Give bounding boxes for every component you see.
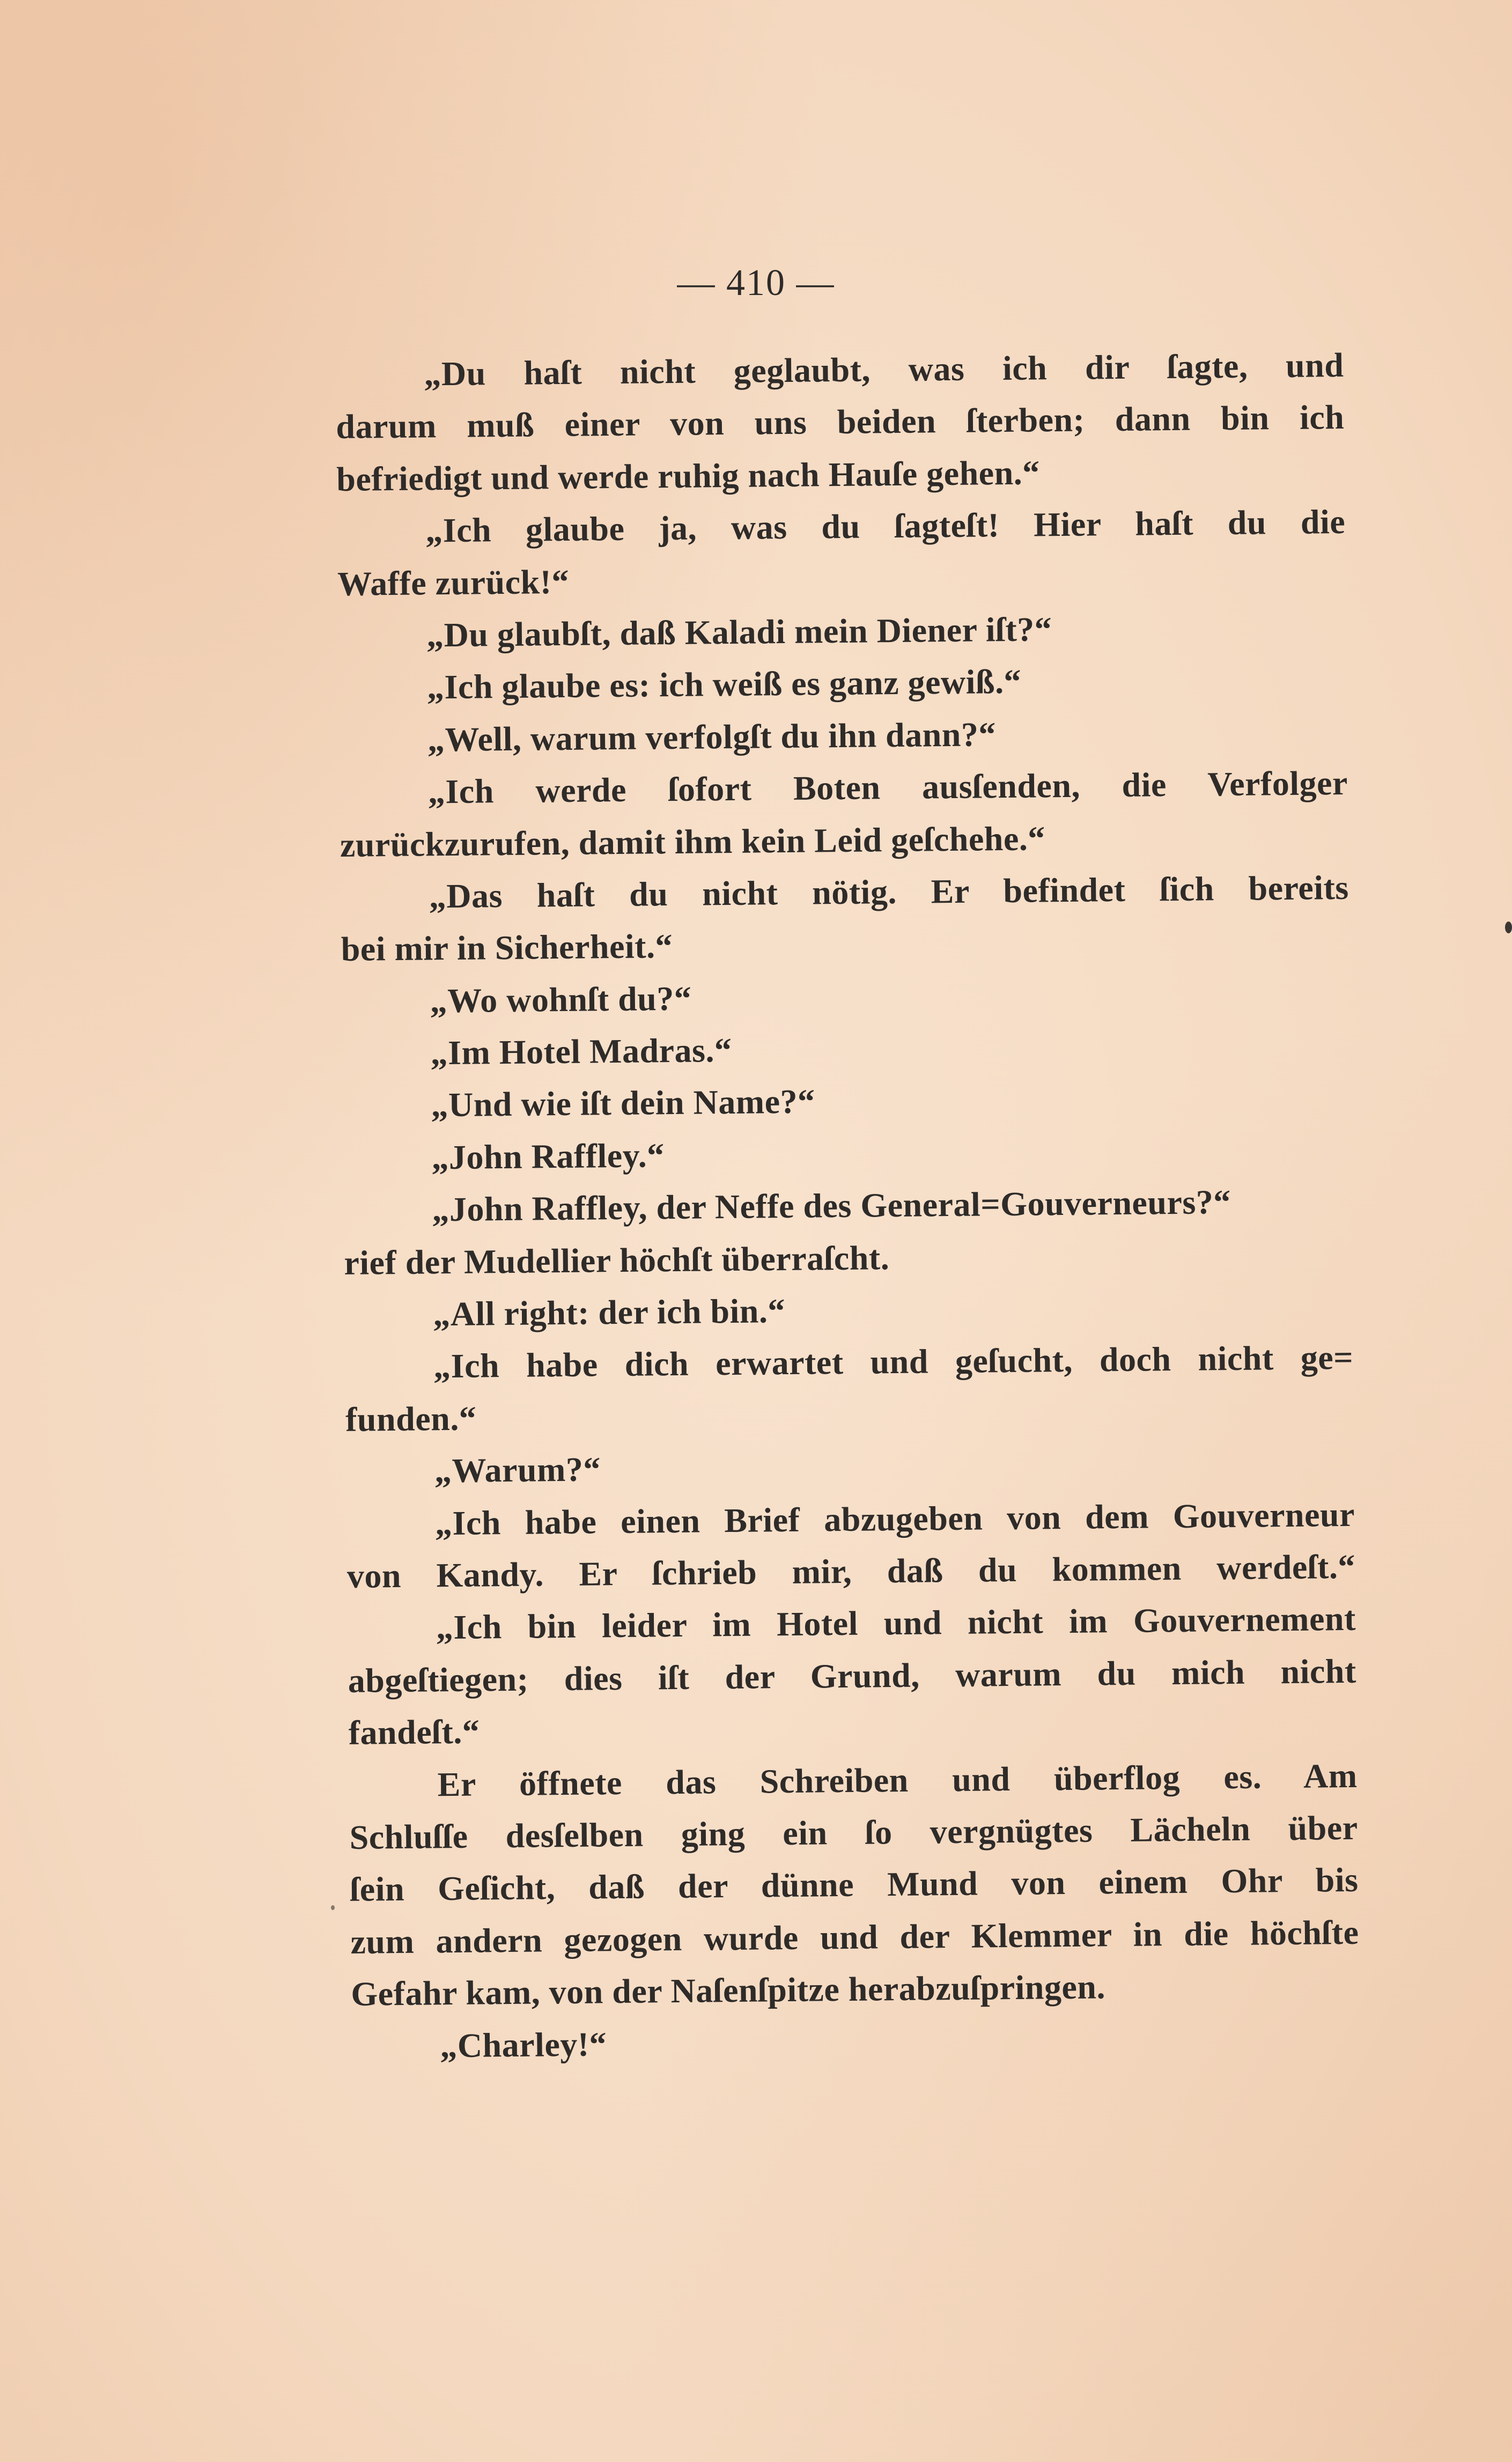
- text-line: rief der Mudellier höchſt überraſcht.: [344, 1238, 890, 1282]
- text-line: von Kandy. Er ſchrieb mir, daß du kommen werdeſt.“: [346, 1547, 1356, 1595]
- text-line: „John Raffley.“: [431, 1136, 665, 1177]
- ink-speck: [1505, 922, 1512, 933]
- text-line: „Charley!“: [440, 2024, 607, 2065]
- text-line: „Du glaubſt, daß Kaladi mein Diener iſt?“: [426, 610, 1052, 654]
- text-line: „John Raffley, der Neffe des General=Gouverneurs?“: [432, 1183, 1231, 1229]
- text-line: fandeſt.“: [348, 1712, 480, 1752]
- text-line: befriedigt und werde ruhig nach Hauſe gehen.“: [336, 453, 1041, 498]
- text-line: zum andern gezogen wurde und der Klemmer in die höchſte: [350, 1913, 1359, 1961]
- text-line: „Warum?“: [434, 1450, 601, 1490]
- page-number: — 410 —: [677, 262, 835, 304]
- text-line: Gefahr kam, von der Naſenſpitze herabzuſpringen.: [351, 1967, 1106, 2013]
- text-line: abgeſtiegen; dies iſt der Grund, warum du mich nicht: [348, 1652, 1357, 1700]
- text-line: „Ich bin leider im Hotel und nicht im Gouvernement: [436, 1599, 1356, 1647]
- text-line: „Ich habe einen Brief abzugeben von dem Gouverneur: [434, 1495, 1355, 1542]
- text-line: zurückzurufen, damit ihm kein Leid geſchehe.“: [340, 819, 1046, 864]
- text-line: „Ich glaube ja, was du ſagteſt! Hier haſt du die: [425, 503, 1346, 550]
- text-line: „Du haſt nicht geglaubt, was ich dir ſagte, und: [424, 345, 1344, 393]
- text-line: darum muß einer von uns beiden ſterben; dann bin ich: [336, 398, 1345, 446]
- text-line: „Ich werde ſofort Boten ausſenden, die Verfolger: [427, 764, 1348, 811]
- text-line: „Im Hotel Madras.“: [430, 1031, 732, 1072]
- text-line: „Ich habe dich erwartet und geſucht, doch nicht ge=: [433, 1338, 1354, 1385]
- body-text: [335, 339, 1360, 2073]
- text-line: Waffe zurück!“: [337, 562, 570, 603]
- text-line: „Wo wohnſt du?“: [430, 979, 692, 1020]
- text-line: „Ich glaube es: ich weiß es ganz gewiß.“: [426, 662, 1022, 706]
- text-line: Er öffnete das Schreiben und überflog es. Am: [437, 1756, 1358, 1803]
- text-line: Schluſſe desſelben ging ein ſo vergnügtes Lächeln über: [349, 1808, 1358, 1856]
- ink-speck: [331, 1905, 335, 1910]
- text-line: „All right: der ich bin.“: [432, 1292, 786, 1333]
- text-line: funden.“: [345, 1399, 477, 1439]
- text-line: ſein Geſicht, daß der dünne Mund von einem Ohr bis: [350, 1861, 1359, 1909]
- text-line: „Well, warum verfolgſt du ihn dann?“: [427, 714, 997, 759]
- text-line: „Und wie iſt dein Name?“: [431, 1082, 815, 1124]
- text-line: bei mir in Sicherheit.“: [341, 927, 673, 969]
- text-line: „Das haſt du nicht nötig. Er befindet ſich bereits: [429, 868, 1349, 916]
